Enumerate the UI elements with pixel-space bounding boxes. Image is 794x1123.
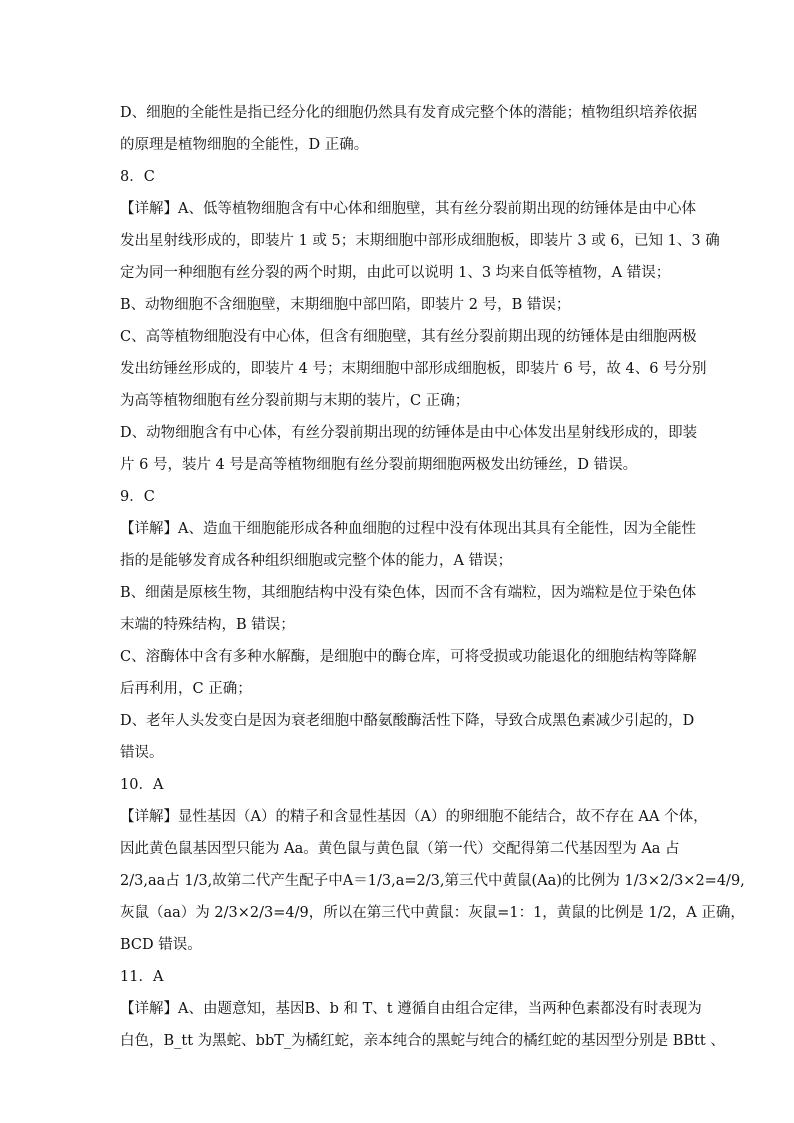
text-line: 【详解】A、造血干细胞能形成各种血细胞的过程中没有体现出其具有全能性，因为全能性 — [120, 521, 696, 537]
text-line: 因此黄色鼠基因型只能为 Aa。黄色鼠与黄色鼠（第一代）交配得第二代基因型为 Aa 占 — [120, 841, 680, 857]
text-line: B、动物细胞不含细胞壁，末期细胞中部凹陷，即装片 2 号，B 错误； — [120, 297, 571, 313]
question-answer: 8．C — [120, 169, 155, 185]
text-line: 发出纺锤丝形成的，即装片 4 号；末期细胞中部形成细胞板，即装片 6 号，故 4、6 号分别 — [120, 361, 707, 377]
text-line: 指的是能够发育成各种组织细胞或完整个体的能力，A 错误； — [120, 553, 513, 569]
text-line: D、老年人头发变白是因为衰老细胞中酪氨酸酶活性下降，导致合成黑色素减少引起的，D — [120, 713, 695, 729]
text-line: 灰鼠（aa）为 2/3×2/3=4/9，所以在第三代中黄鼠：灰鼠=1：1，黄鼠的比例是 1/2，A 正确， — [120, 905, 745, 921]
text-line: 【详解】A、低等植物细胞含有中心体和细胞壁，其有丝分裂前期出现的纺锤体是由中心体 — [120, 201, 696, 217]
text-line: 【详解】A、由题意知，基因B、b 和 T、t 遵循自由组合定律，当两种色素都没有时表现为 — [120, 1001, 702, 1017]
question-answer: 10．A — [120, 777, 164, 793]
text-line: 片 6 号，装片 4 号是高等植物细胞有丝分裂前期细胞两极发出纺锤丝，D 错误。 — [120, 457, 638, 473]
text-line: 发出星射线形成的，即装片 1 或 5；末期细胞中部形成细胞板，即装片 3 或 6，已知 1、3 确 — [120, 233, 720, 249]
text-line: B、细菌是原核生物，其细胞结构中没有染色体，因而不含有端粒，因为端粒是位于染色体 — [120, 585, 697, 601]
text-line: 【详解】显性基因（A）的精子和含显性基因（A）的卵细胞不能结合，故不存在 AA 个体， — [120, 809, 708, 825]
question-answer: 11．A — [120, 969, 164, 985]
text-line: 的原理是植物细胞的全能性，D 正确。 — [120, 137, 369, 153]
text-line: 末端的特殊结构，B 错误； — [120, 617, 295, 633]
text-line: 白色，B_tt 为黑蛇、bbT_为橘红蛇，亲本纯合的黑蛇与纯合的橘红蛇的基因型分别是 BBtt 、 — [120, 1033, 725, 1049]
text-line: C、溶酶体中含有多种水解酶，是细胞中的酶仓库，可将受损或功能退化的细胞结构等降解 — [120, 649, 697, 665]
text-line: 为高等植物细胞有丝分裂前期与末期的装片，C 正确； — [120, 393, 470, 409]
text-line: 错误。 — [120, 745, 164, 761]
text-line: 2/3,aa占 1/3,故第二代产生配子中A＝1/3,a=2/3,第三代中黄鼠(Aa)的比例为 1/3×2/3×2=4/9, — [120, 873, 745, 889]
text-line: D、动物细胞含有中心体，有丝分裂前期出现的纺锤体是由中心体发出星射线形成的，即装 — [120, 425, 698, 441]
question-answer: 9．C — [120, 489, 155, 505]
text-line: 定为同一种细胞有丝分裂的两个时期，由此可以说明 1、3 均来自低等植物，A 错误； — [120, 265, 671, 281]
text-line: BCD 错误。 — [120, 937, 202, 953]
text-line: C、高等植物细胞没有中心体，但含有细胞壁，其有丝分裂前期出现的纺锤体是由细胞两极 — [120, 329, 697, 345]
document-body — [120, 97, 745, 1057]
text-line: 后再利用，C 正确； — [120, 681, 252, 697]
text-line: D、细胞的全能性是指已经分化的细胞仍然具有发育成完整个体的潜能；植物组织培养依据 — [120, 105, 698, 121]
